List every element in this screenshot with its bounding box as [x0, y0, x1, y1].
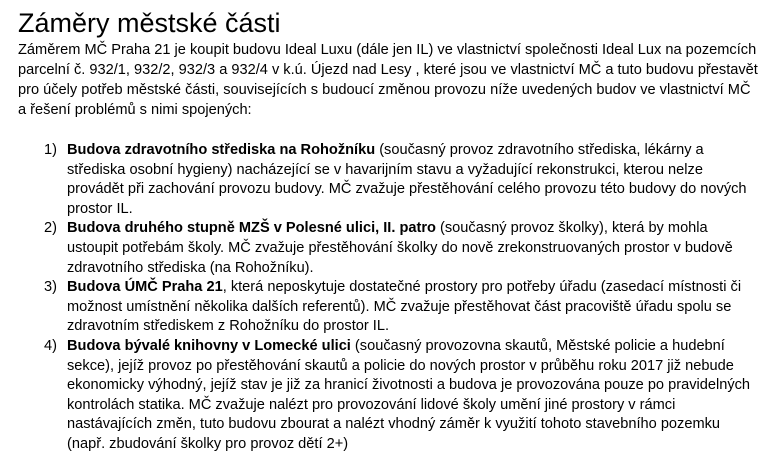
list-item-title: Budova zdravotního střediska na Rohožníku: [67, 142, 376, 158]
list-item-text: , která neposkytuje dostatečné prostory pro potřeby úřadu (zasedací místnosti či možnost umístnění několika dalších referentů). MČ zvažuje přestěhovat část pracoviště úřadu spolu se zdravotním střediskem z Rohožníku do prostor IL.: [67, 279, 742, 335]
list-item-number: 3): [44, 279, 57, 296]
intro-paragraph: Záměrem MČ Praha 21 je koupit budovu Ideal Luxu (dále jen IL) ve vlastnictví společnosti Ideal Lux na pozemcích parcelní č. 932/1, 932/2, 932/3 a 932/4 v k.ú. Újezd nad Lesy , které jsou ve vlastnictví MČ a tuto budovu přestavět pro účely potřeb městské části, souvisejících s budoucí změnou provozu níže uvedených budov ve vlastnictví MČ a řešení problémů s nimi spojených:: [18, 42, 758, 118]
page-title: Záměry městské části: [18, 8, 281, 38]
list-item-title: Budova bývalé knihovny v Lomecké ulici: [67, 337, 351, 354]
plans-list: [18, 141, 758, 455]
list-item-number: 2): [44, 220, 57, 237]
list-item-title: Budova druhého stupně MZŠ v Polesné ulici, II. patro: [67, 220, 436, 237]
list-item: [18, 141, 758, 219]
list-item-number: 4): [44, 337, 57, 354]
list-item-text: (současný provozovna skautů, Městské policie a hudební sekce), jejíž provoz po přestěhování skautů a policie do nových prostor v průběhu roku 2017 již nebude ekonomicky výhodný, jejíž stav je již za hranicí životnosti a budova je provozována pouze po pravidelných kontrolách statika. MČ zvažuje nalézt pro provozování lidové školy umění jiné prostory v rámci nastávajících změn, tuto budovu zbourat a nalézt vhodný záměr k využití tohoto stavebního pozemku (např. zbudování školky pro provoz dětí 2+): [67, 337, 751, 452]
list-item-number: 1): [44, 142, 57, 158]
list-item-text: (současný provoz zdravotního střediska, lékárny a střediska osobní hygieny) nacházející se v havarijním stavu a vyžadující rekonstrukci, kterou nelze provádět při zachování provozu budovy. MČ zvažuje přestěhování celého provozu této budovy do nových prostor IL.: [67, 142, 747, 217]
list-item: [18, 219, 758, 278]
list-item-text: (současný provoz školky), která by mohla ustoupit potřebám školy. MČ zvažuje přestěhování školky do nově zrekonstruovaných prostor v budově zdravotního střediska (na Rohožníku).: [67, 220, 733, 276]
list-item-title: Budova ÚMČ Praha 21: [67, 279, 223, 296]
list-item: [18, 278, 758, 337]
list-item: [18, 337, 758, 455]
